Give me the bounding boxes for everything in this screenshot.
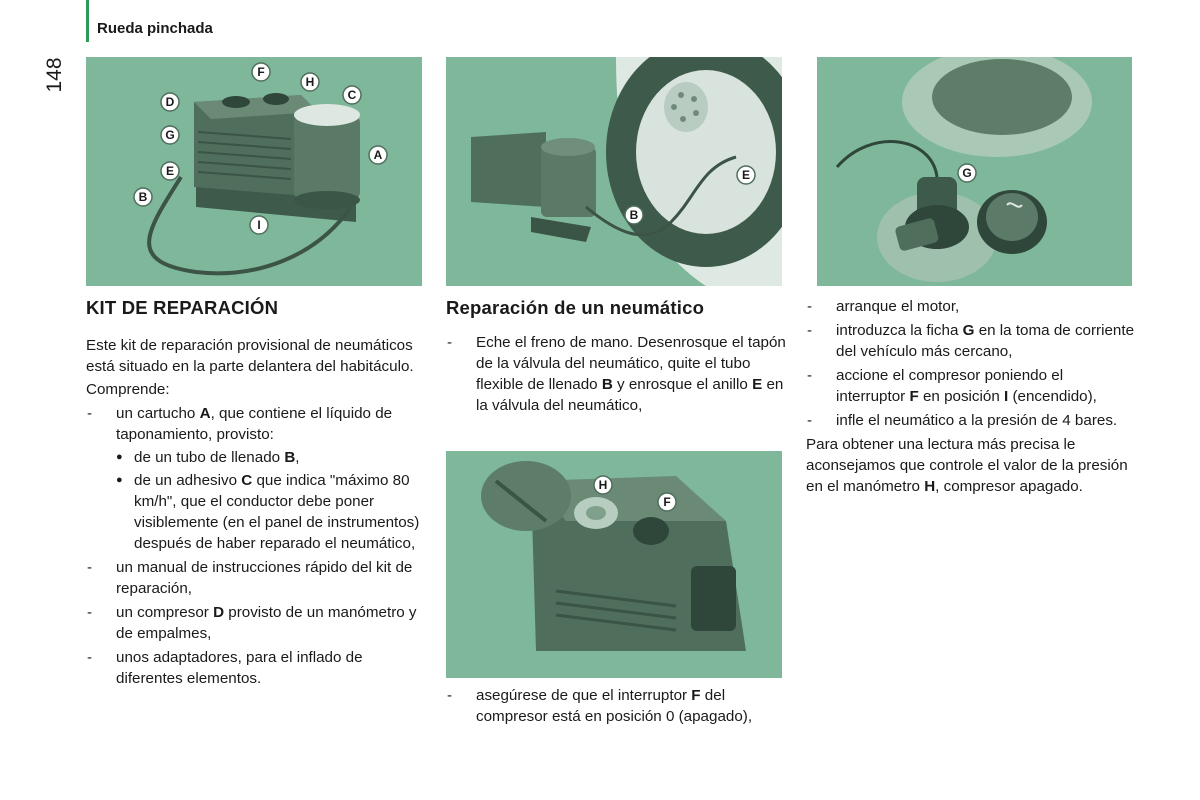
compressor-label-f: F [663,495,671,509]
kit-subitem: ● de un adhesivo C que indica "máximo 80 km/h", que el conductor debe poner visiblemente (en el panel de instrumentos) después de haber reparado el neumático, [116,470,426,554]
kit-subitems [116,447,426,554]
kit-item: - un manual de instrucciones rápido del kit de reparación, [86,557,426,599]
header-rule [86,0,89,42]
kit-label-b: B [138,190,148,204]
column-inflation [806,296,1136,497]
kit-items [86,403,426,689]
kit-comprende: Comprende: [86,381,170,398]
inflation-step: - arranque el motor, [806,296,1136,317]
column-tyre-repair [446,297,786,416]
kit-item: - un compresor D provisto de un manómetro y de empalmes, [86,602,426,644]
kit-item: - unos adaptadores, para el inflado de diferentes elementos. [86,647,426,689]
compressor-label-h: H [598,478,608,492]
heading-tyre-repair: Reparación de un neumático [446,297,705,318]
column-repair-kit [86,297,426,689]
inflation-step: - accione el compresor poniendo el interruptor F en posición I (encendido), [806,365,1136,407]
column-tyre-repair-continued [446,682,786,727]
pressure-note: Para obtener una lectura más precisa le aconsejamos que controle el valor de la presión en el manómetro H, compresor apagado. [806,436,1128,495]
repair-step: - Eche el freno de mano. Desenrosque el tapón de la válvula del neumático, quite el tubo flexible de llenado B y enrosque el anillo E en la válvula del neumático, [446,332,786,416]
wheel-label-b: B [629,208,639,222]
kit-intro: Este kit de reparación provisional de neumáticos está situado en la parte delantera del habitáculo. [86,337,414,375]
kit-subitem: ● de un tubo de llenado B, [116,447,426,468]
kit-label-i: I [257,218,261,232]
kit-label-d: D [165,95,175,109]
section-title: Rueda pinchada [97,20,213,37]
heading-kit: KIT DE REPARACIÓN [86,297,279,318]
kit-label-c: C [347,88,357,102]
figure-repair-kit [86,57,422,286]
kit-label-a: A [373,148,383,162]
kit-label-h: H [305,75,315,89]
figure-power-socket [817,57,1132,286]
kit-label-f: F [257,65,265,79]
repair-step: - asegúrese de que el interruptor F del compresor está en posición 0 (apagado), [446,685,786,727]
inflation-step: - infle el neumático a la presión de 4 bares. [806,410,1136,431]
kit-label-g: G [165,128,175,142]
kit-label-e: E [165,164,175,178]
figure-compressor-controls [446,451,782,678]
page-number: 148 [43,57,66,93]
figure-wheel-connection [446,57,782,286]
inflation-step: - introduzca la ficha G en la toma de corriente del vehículo más cercano, [806,320,1136,362]
wheel-label-e: E [741,168,751,182]
socket-label-g: G [962,166,972,180]
kit-item: - un cartucho A, que contiene el líquido de taponamiento, provisto: ● de un tubo de llenado B, ● de un adhesivo C que indica "máximo 80 km/h", que el conductor debe poner visiblemente (en el panel de instrumentos) después de haber reparado el neumático, [86,403,426,554]
